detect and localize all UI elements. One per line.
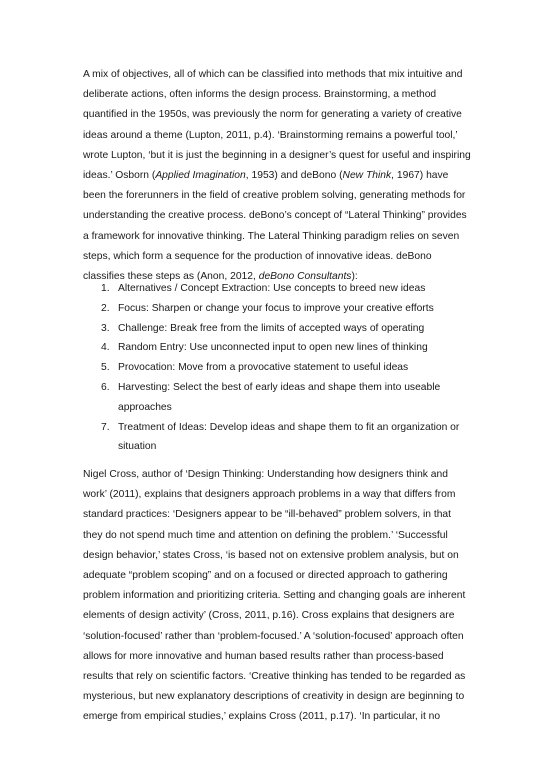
paragraph-line: classifies these steps as (Anon, 2012, deBono Consultants): (83, 271, 358, 283)
list-item: 4. Random Entry: Use unconnected input to open new lines of thinking (101, 342, 428, 354)
list-item: 6. Harvesting: Select the best of early ideas and shape them into useable approaches (101, 381, 441, 413)
paragraph-line: mysterious, but new explanatory descriptions of creativity in design are beginning to (83, 691, 465, 703)
book-title: New Think (342, 170, 392, 182)
paragraph-line: Nigel Cross, author of ‘Design Thinking: Understanding how designers think and (83, 469, 448, 480)
list-item: 2. Focus: Sharpen or change your focus to improve your creative efforts (101, 302, 434, 314)
paragraph-line: standard practices: ‘Designers appear to be “ill-behaved” problem solvers, in that (83, 509, 452, 521)
paragraph-line: they do not spend much time and attention on defining the problem.’ ‘Successful (83, 529, 448, 541)
paragraph-line: steps, which form a sequence for the production of innovative ideas. deBono (83, 250, 432, 262)
paragraph-line: elements of design activity’ (Cross, 2011, p.16). Cross explains that designers are (83, 610, 455, 622)
book-title: Applied Imagination (155, 170, 246, 182)
paragraph-line: been the forerunners in the field of creative problem solving, generating methods for (83, 190, 466, 202)
list-item: 5. Provocation: Move from a provocative statement to useful ideas (101, 362, 409, 374)
lateral-thinking-steps-list (83, 279, 483, 457)
paragraph-line: allows for more innovative and human based results rather than process-based (83, 650, 444, 662)
source-title: deBono Consultants (258, 271, 352, 283)
paragraph-line: design behavior,’ states Cross, ‘is based not on extensive problem analysis, but on (83, 549, 459, 561)
design-thinking-paragraph (83, 465, 478, 728)
paragraph-line: wrote Lupton, ‘but it is just the beginning in a designer’s quest for useful and inspiring (83, 149, 471, 161)
list-item: 3. Challenge: Break free from the limits of accepted ways of operating (101, 322, 425, 334)
paragraph-line: ‘solution-focused’ rather than ‘problem-focused.’ A ‘solution-focused’ approach often (83, 630, 464, 642)
paragraph-line: problem information and prioritizing criteria. Setting and changing goals are inherent (83, 590, 466, 602)
paragraph-line: ideas around a theme (Lupton, 2011, p.4). ‘Brainstorming remains a powerful tool,’ (83, 129, 458, 141)
intro-paragraph (83, 65, 478, 287)
paragraph-line: work’ (2011), explains that designers approach problems in a way that differs from (83, 489, 456, 501)
list-item: 1. Alternatives / Concept Extraction: Use concepts to breed new ideas (101, 283, 426, 294)
paragraph-line: adequate “problem scoping” and on a focused or directed approach to gathering (83, 570, 448, 582)
paragraph-line: understanding the creative process. deBono’s concept of “Lateral Thinking” provides (83, 210, 467, 222)
paragraph-line: deliberate actions, often informs the design process. Brainstorming, a method (83, 89, 437, 101)
paragraph-line: ideas.’ Osborn (Applied Imagination, 1953) and deBono (New Think, 1967) have (83, 170, 449, 182)
paragraph-line: a framework for innovative thinking. The Lateral Thinking paradigm relies on seven (83, 230, 460, 242)
paragraph-line: A mix of objectives, all of which can be classified into methods that mix intuitive and (83, 69, 463, 80)
paragraph-line: quantified in the 1950s, was previously the norm for generating a variety of creative (83, 109, 462, 121)
paragraph-line: results that rely on scientific factors. ‘Creative thinking has tended to be regarded as (83, 671, 466, 683)
paragraph-line: emerge from empirical studies,’ explains Cross (2011, p.17). ‘In particular, it no (83, 711, 441, 723)
list-item: 7. Treatment of Ideas: Develop ideas and shape them to fit an organization or situation (101, 421, 460, 453)
